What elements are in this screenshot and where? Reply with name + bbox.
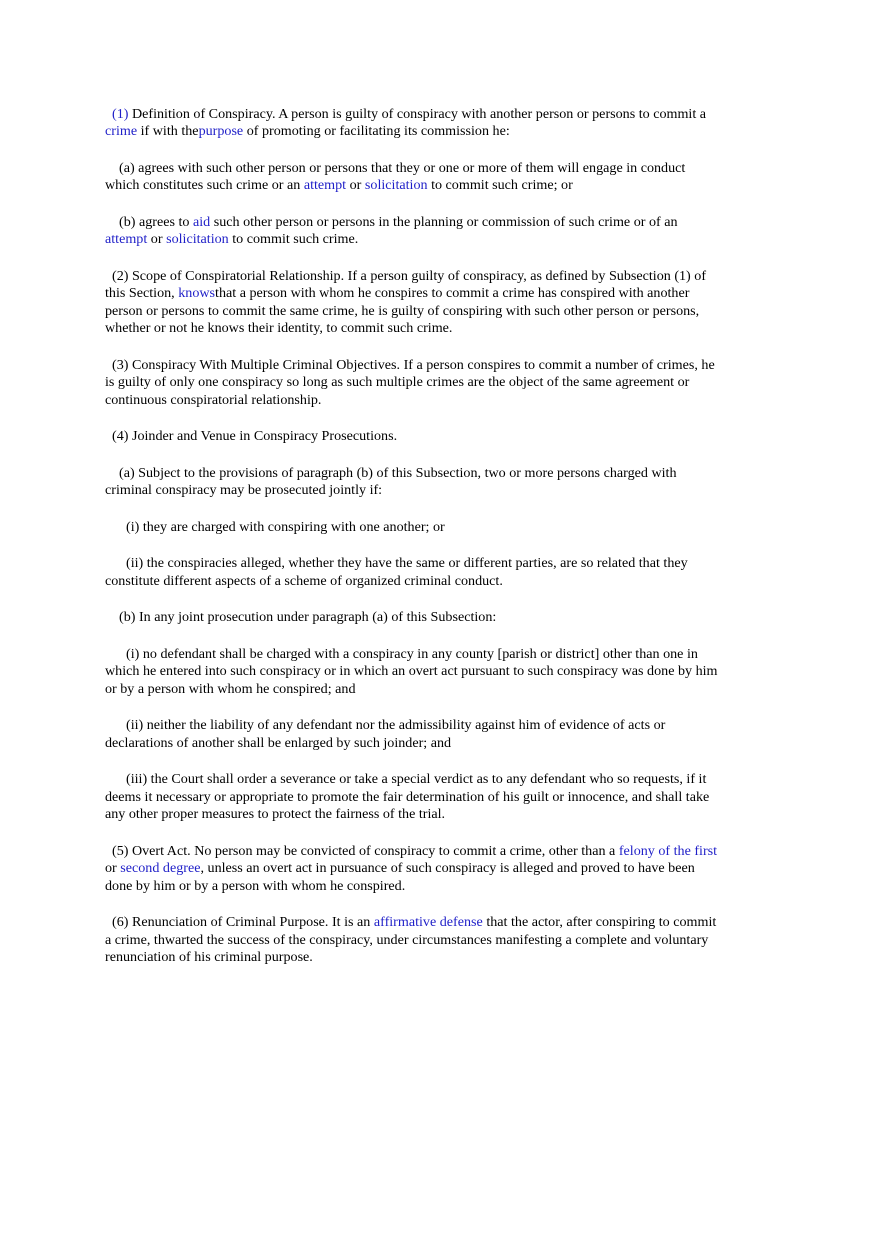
link-felony-of-the-first[interactable]: felony of the first: [618, 842, 718, 859]
document-body: [105, 106, 720, 986]
text-run: (i) no defendant shall be charged with a conspiracy in any county [parish or district] other than one in which he entered into such conspiracy or in which an overt act pursuant to such conspiracy was done by him or by a person with whom he conspired; and: [105, 646, 718, 697]
paragraph-p2: [105, 268, 720, 338]
text-run: such other person or persons in the planning or commission of such crime or of an: [210, 214, 678, 230]
text-run: (a) Subject to the provisions of paragraph (b) of this Subsection, two or more persons charged with criminal conspiracy may be prosecuted jointly if:: [105, 464, 677, 499]
paragraph-p4a: [105, 465, 720, 500]
text-run: to commit such crime.: [228, 231, 359, 248]
paragraph-p1: [105, 106, 720, 141]
paragraph-p4ai: [105, 519, 720, 536]
paragraph-p4bi: [105, 646, 720, 698]
text-run: or: [346, 177, 365, 194]
text-run: (b) In any joint prosecution under paragraph (a) of this Subsection:: [119, 609, 497, 626]
text-run: that a person with whom he conspires to commit a crime has conspired with another person or persons to commit the same crime, he is guilty of conspiring with such other person or persons, whether or not he knows their identity, to commit such crime.: [105, 285, 700, 337]
text-run: (a) agrees with such other person or persons that they or one or more of them will engage in conduct which constitutes such crime or an: [105, 160, 686, 194]
link-solicitation[interactable]: solicitation: [166, 231, 229, 248]
link-1[interactable]: (1): [112, 106, 129, 122]
text-run: of promoting or facilitating its commission he:: [243, 123, 510, 140]
link-knows[interactable]: knows: [178, 285, 216, 302]
text-run: (ii) neither the liability of any defendant nor the admissibility against him of evidence of acts or declarations of another shall be enlarged by such joinder; and: [105, 717, 666, 751]
text-run: (iii) the Court shall order a severance or take a special verdict as to any defendant who so requests, if it deems it necessary or appropriate to promote the fair determination of his guilt or innocence, and shall take any other proper measures to protect the fairness of the trial.: [105, 771, 710, 823]
text-run: (6) Renunciation of Criminal Purpose. It is an: [112, 914, 374, 931]
link-solicitation[interactable]: solicitation: [364, 177, 428, 194]
text-run: if with the: [137, 123, 199, 140]
link-attempt[interactable]: attempt: [303, 177, 347, 194]
text-run: , unless an overt act in pursuance of such conspiracy is alleged and proved to have been done by him or by a person with whom he conspired.: [105, 860, 695, 894]
paragraph-p4b: [105, 609, 720, 626]
link-crime[interactable]: crime: [105, 123, 138, 140]
text-run: (b) agrees to: [119, 214, 193, 230]
text-run: (4) Joinder and Venue in Conspiracy Prosecutions.: [112, 428, 398, 445]
paragraph-p1a: [105, 160, 720, 195]
paragraph-p5: [105, 843, 720, 895]
text-run: (5) Overt Act. No person may be convicted of conspiracy to commit a crime, other than a: [112, 842, 619, 859]
text-run: that the actor, after conspiring to commit a crime, thwarted the success of the conspiracy, under circumstances manifesting a complete and voluntary renunciation of his criminal purpose.: [105, 914, 717, 966]
paragraph-p4: [105, 428, 720, 445]
link-second-degree[interactable]: second degree: [120, 860, 201, 877]
link-aid[interactable]: aid: [192, 214, 211, 230]
link-purpose[interactable]: purpose: [198, 123, 244, 140]
text-run: (2) Scope of Conspiratorial Relationship. If a person guilty of conspiracy, as defined by Subsection (1) of this Section,: [105, 268, 707, 302]
text-run: (ii) the conspiracies alleged, whether they have the same or different parties, are so related that they constitute different aspects of a scheme of organized criminal conduct.: [105, 555, 688, 589]
paragraph-p1b: [105, 214, 720, 249]
text-run: (i) they are charged with conspiring with one another; or: [126, 518, 445, 535]
link-affirmative-defense[interactable]: affirmative defense: [373, 914, 483, 931]
paragraph-p4bii: [105, 717, 720, 752]
paragraph-p3: [105, 357, 720, 409]
text-run: to commit such crime; or: [427, 177, 573, 194]
link-attempt[interactable]: attempt: [105, 231, 148, 248]
paragraph-p4aii: [105, 555, 720, 590]
paragraph-p6: [105, 914, 720, 966]
text-run: or: [147, 231, 167, 248]
text-run: or: [105, 860, 121, 877]
text-run: (3) Conspiracy With Multiple Criminal Objectives. If a person conspires to commit a number of crimes, he is guilty of only one conspiracy so long as such multiple crimes are the object of the same agreement or continuous conspiratorial relationship.: [105, 356, 715, 408]
text-run: Definition of Conspiracy. A person is guilty of conspiracy with another person or persons to commit a: [128, 106, 707, 122]
paragraph-p4biii: [105, 771, 720, 823]
